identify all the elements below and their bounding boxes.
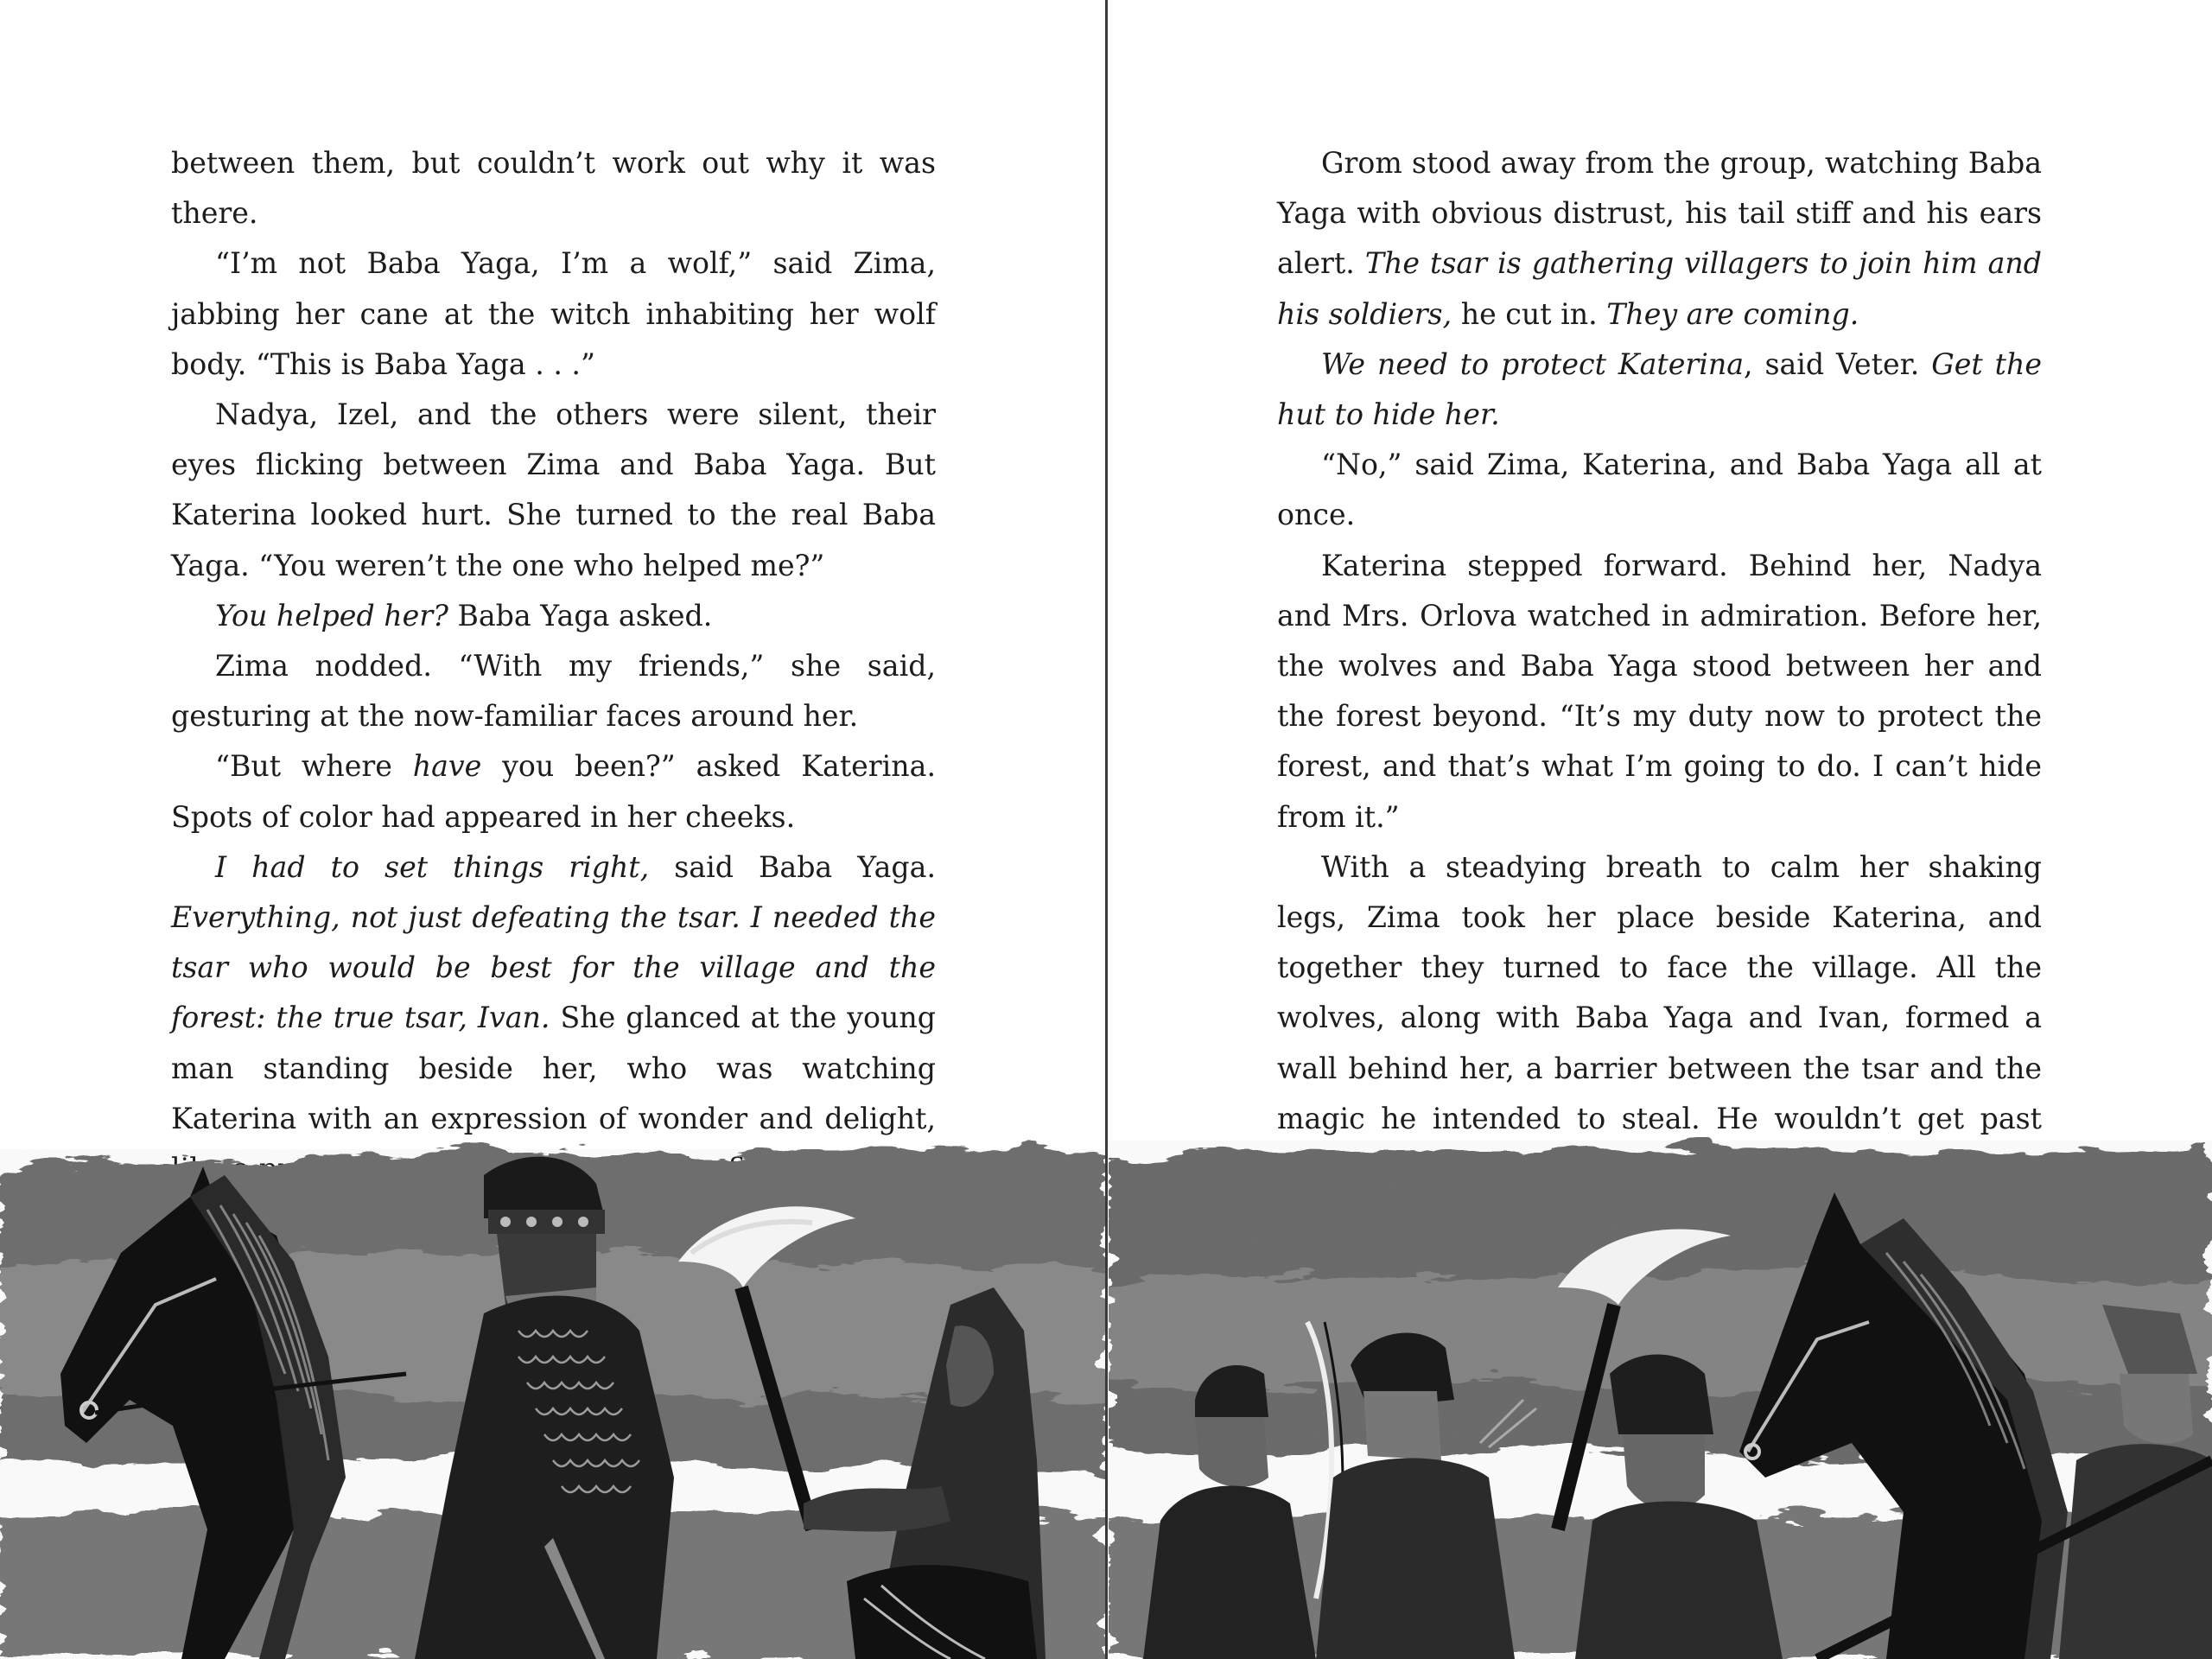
text-run: said Baba Yaga. <box>649 849 936 884</box>
right-page <box>1109 0 2212 1659</box>
text-run: Katerina stepped forward. Behind her, Nadya and Mrs. Orlova watched in admiration. Before her, the wolves and Baba Yaga stood between her and the forest beyond. “It’s my duty now to protect the forest, and that’s what I’m going to do. I can’t hide from it.” <box>1277 548 2042 834</box>
text-run: Zima nodded. “With my friends,” she said, gesturing at the now-familiar faces around her. <box>171 649 936 734</box>
text-run: She glanced at the young man standing beside her, who was watching Katerina with an expression of wonder and delight, <box>171 1001 936 1135</box>
text-run: Baba Yaga asked. <box>448 598 713 632</box>
tsar-riders-illustration <box>0 1115 1106 1659</box>
paragraph <box>171 238 936 390</box>
text-run: With a steadying breath to calm her shaking legs, Zima took her place beside Katerina, and together they turned to face the village. All the wolves, along with Baba Yaga and Ivan, formed a wall behind her, a barrier between the tsar and the magic he intended to steal. He wouldn’t get past <box>1277 849 2042 1135</box>
italic-text-run: I had to set things right, <box>215 849 650 884</box>
italic-text-run: You helped her? <box>215 598 448 632</box>
paragraph <box>171 591 936 641</box>
paragraph <box>1277 138 2042 340</box>
paragraph <box>1277 340 2042 440</box>
text-run: Grom stood away from the group, watching Baba Yaga with obvious distrust, his tail stiff and his ears alert. <box>1277 146 2042 281</box>
paragraph <box>1277 440 2042 540</box>
paragraph <box>171 641 936 741</box>
right-illustration <box>1109 1115 2212 1659</box>
italic-text-run: The tsar is gathering villagers to join him and his soldiers, <box>1277 246 2042 331</box>
text-run: “I’m not Baba Yaga, I’m a wolf,” said Zima, jabbing her cane at the witch inhabiting her wolf body. “This is Baba Yaga . . .” <box>171 246 936 381</box>
paragraph <box>171 138 936 238</box>
text-run: , said Veter. <box>1744 346 1932 381</box>
paragraph <box>171 390 936 591</box>
italic-text-run: Get the hut to hide her. <box>1277 346 2042 432</box>
italic-text-run: We need to protect Katerina <box>1321 346 1745 381</box>
italic-text-run: They are coming. <box>1606 296 1859 331</box>
page-gutter <box>1105 0 1108 1659</box>
left-page-text <box>171 138 936 1194</box>
text-run: you been?” asked Katerina. Spots of color had appeared in her cheeks. <box>171 749 936 834</box>
text-run: “No,” said Zima, Katerina, and Baba Yaga all at once. <box>1277 448 2042 532</box>
paragraph <box>1277 541 2042 842</box>
paragraph <box>171 741 936 842</box>
italic-text-run: have <box>412 749 482 784</box>
italic-text-run: Everything, not just defeating the tsar. I needed the tsar who would be best for the village and the forest: the true tsar, Ivan. <box>171 900 936 1035</box>
text-run: he cut in. <box>1452 296 1607 331</box>
soldiers-march-illustration <box>1109 1115 2212 1659</box>
left-illustration <box>0 1115 1106 1659</box>
text-run: “But where <box>215 749 413 784</box>
text-run: Nadya, Izel, and the others were silent, their eyes flicking between Zima and Baba Yaga. But Katerina looked hurt. She turned to the real Baba Yaga. “You weren’t the one who helped me?” <box>171 397 936 582</box>
text-run: between them, but couldn’t work out why it was there. <box>171 146 936 231</box>
